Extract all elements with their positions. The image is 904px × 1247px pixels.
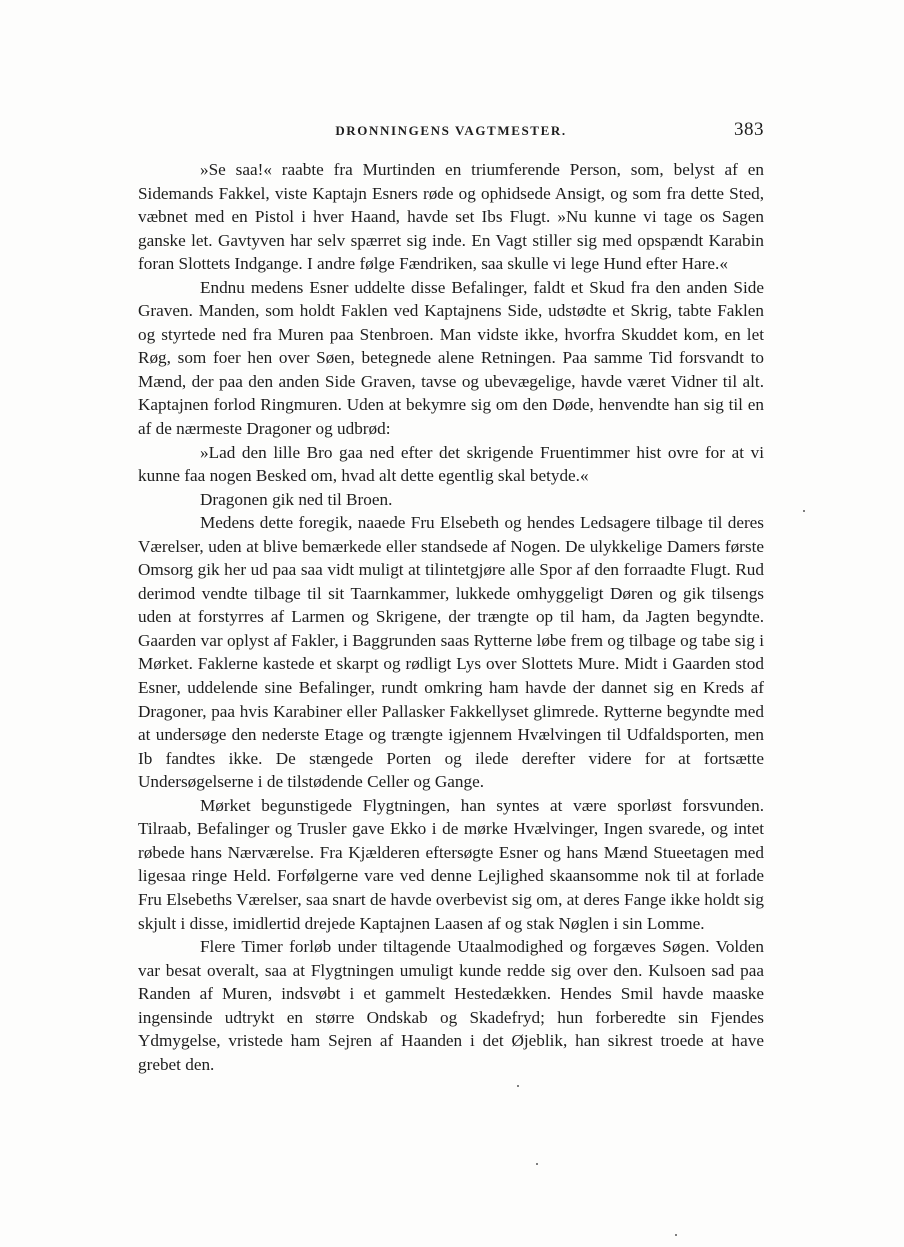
body-text <box>138 158 764 1076</box>
scan-speck <box>536 1163 538 1165</box>
running-title: DRONNINGENS VAGTMESTER. <box>335 123 567 138</box>
scan-speck <box>517 1085 519 1087</box>
scan-speck <box>675 1234 677 1236</box>
paragraph: Medens dette foregik, naaede Fru Elsebeth og hendes Ledsagere tilbage til deres Værelser, uden at blive bemærkede eller standsede af Nogen. De ulykkelige Damers første Omsorg gik her ud paa saa vidt muligt at tilintetgjøre alle Spor af den forraadte Flugt. Rud derimod vendte tilbage til sit Taarnkammer, lukkede omhyggeligt Døren og gik tilsengs uden at forstyrres af Larmen og Skrigene, der trængte op til ham, da Jagten begyndte. Gaarden var oplyst af Fakler, i Baggrunden saas Rytterne løbe frem og tilbage og tabe sig i Mørket. Faklerne kastede et skarpt og rødligt Lys over Slottets Mure. Midt i Gaarden stod Esner, uddelende sine Befalinger, rundt omkring ham havde der dannet sig en Kreds af Dragoner, paa hvis Karabiner eller Pallasker Fakkellyset glimrede. Rytterne begyndte med at undersøge den nederste Etage og trængte igjennem Hvælvingen til Udfaldsporten, men Ib fandtes ikke. De stængede Porten og ilede derefter videre for at fortsætte Undersøgelserne i de tilstødende Celler og Gange. <box>138 513 764 792</box>
paragraph: Mørket begunstigede Flygtningen, han syntes at være sporløst forsvunden. Tilraab, Befalinger og Trusler gave Ekko i de mørke Hvælvinger, Ingen svarede, og intet røbede hans Nærværelse. Fra Kjælderen eftersøgte Esner og hans Mænd Stueetagen med ligesaa ringe Held. Forfølgerne vare ved denne Lejlighed skaansomme nok til at forlade Fru Elsebeths Værelser, saa snart de havde overbevist sig om, at deres Fange ikke holdt sig skjult i disse, imidlertid drejede Kaptajnen Laasen af og stak Nøglen i sin Lomme. <box>138 795 764 933</box>
running-head <box>138 121 764 147</box>
page-number: 383 <box>734 119 764 140</box>
paragraph: Endnu medens Esner uddelte disse Befalinger, faldt et Skud fra den anden Side Graven. Manden, som holdt Faklen ved Kaptajnens Side, udstødte et Skrig, tabte Faklen og styrtede ned fra Muren paa Stenbroen. Man vidste ikke, hvorfra Skuddet kom, en let Røg, som foer hen over Søen, betegnede alene Retningen. Paa samme Tid forsvandt to Mænd, der paa den anden Side Graven, tavse og ubevægelige, havde været Vidner til alt. Kaptajnen forlod Ringmuren. Uden at bekymre sig om den Døde, henvendte han sig til en af de nærmeste Dragoner og udbrød: <box>138 277 764 439</box>
scan-speck <box>803 510 805 512</box>
paragraph: »Se saa!« raabte fra Murtinden en triumferende Person, som, belyst af en Sidemands Fakkel, viste Kaptajn Esners røde og ophidsede Ansigt, og som fra dette Sted, væbnet med en Pistol i hver Haand, havde set Ibs Flugt. »Nu kunne vi tage os Sagen ganske let. Gavtyven har selv spærret sig inde. En Vagt stiller sig med opspændt Karabin foran Slottets Indgange. I andre følge Fændriken, saa skulle vi lege Hund efter Hare.« <box>138 160 764 274</box>
paragraph: Dragonen gik ned til Broen. <box>200 489 393 509</box>
paragraph: Flere Timer forløb under tiltagende Utaalmodighed og forgæves Søgen. Volden var besat overalt, saa at Flygtningen umuligt kunde redde sig over den. Kulsoen sad paa Randen af Muren, indsvøbt i et gammelt Hestedækken. Hendes Smil havde maaske ingensinde udtrykt en større Ondskab og Skadefryd; hun forberedte sin Fjendes Ydmygelse, vristede ham Sejren af Haanden i det Øjeblik, han sikrest troede at have grebet den. <box>138 937 764 1074</box>
paragraph: »Lad den lille Bro gaa ned efter det skrigende Fruentimmer hist ovre for at vi kunne faa nogen Besked om, hvad alt dette egentlig skal betyde.« <box>138 442 764 486</box>
